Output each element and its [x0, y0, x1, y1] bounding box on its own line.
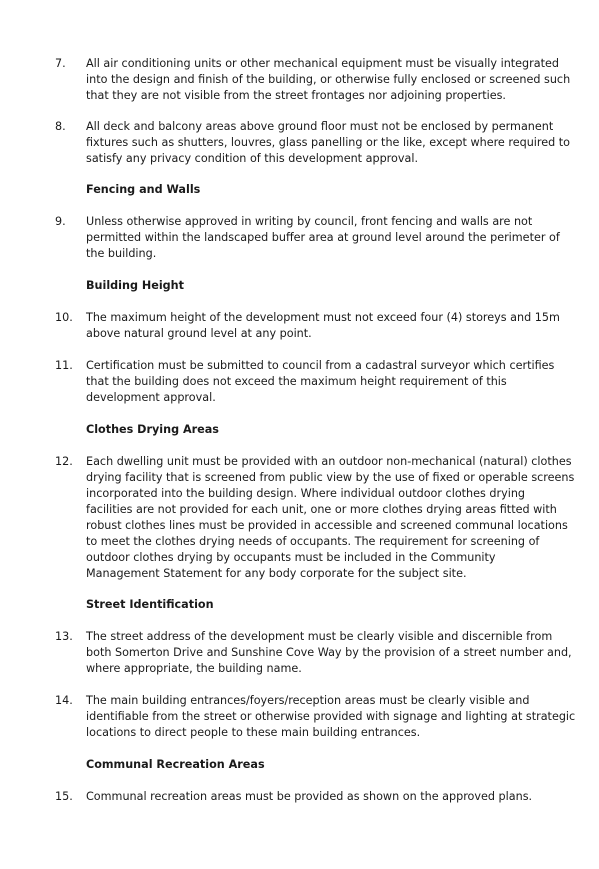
clause-line: drying facility that is screened from public view by the use of fixed or operable screens: [86, 471, 575, 484]
clause-text: [86, 214, 560, 262]
clause-text: [86, 693, 576, 741]
section-heading-fencing: Fencing and Walls: [86, 183, 201, 196]
clause-line: Management Statement for any body corporate for the subject site.: [86, 567, 467, 580]
clause-number: 11.: [55, 359, 73, 372]
clause-text: [86, 454, 575, 582]
clause-line: incorporated into the building design. Where individual outdoor clothes drying: [86, 487, 526, 500]
clause-line: development approval.: [86, 391, 216, 404]
clause-number: 14.: [55, 694, 73, 707]
section-heading-drying: Clothes Drying Areas: [86, 423, 219, 436]
clause-text: [86, 119, 571, 167]
clause-number: 15.: [55, 790, 73, 803]
clause-number: 8.: [55, 120, 66, 133]
clause-line: locations to direct people to these main building entrances.: [86, 726, 421, 739]
clause-line: Each dwelling unit must be provided with an outdoor non-mechanical (natural) clothes: [86, 455, 572, 468]
section-heading-height: Building Height: [86, 279, 184, 292]
section-heading-recreation: Communal Recreation Areas: [86, 758, 265, 771]
clause-line: facilities are not provided for each unit, one or more clothes drying areas fitted with: [86, 503, 557, 516]
clause-line: into the design and finish of the building, or otherwise fully enclosed or screened such: [86, 73, 571, 86]
clause-number: 7.: [55, 57, 66, 70]
clause-line: Certification must be submitted to council from a cadastral surveyor which certifies: [86, 359, 555, 372]
clause-line: fixtures such as shutters, louvres, glass panelling or the like, except where required to: [86, 136, 571, 149]
clause-line: permitted within the landscaped buffer area at ground level around the perimeter of: [86, 231, 560, 244]
clause-line: All deck and balcony areas above ground floor must not be enclosed by permanent: [86, 120, 554, 133]
clause-line: The street address of the development must be clearly visible and discernible from: [86, 630, 553, 643]
clause-number: 9.: [55, 215, 66, 228]
clause-line: the building.: [86, 247, 157, 260]
clause-line: Communal recreation areas must be provided as shown on the approved plans.: [86, 790, 533, 803]
clause-line: outdoor clothes drying by occupants must be included in the Community: [86, 551, 496, 564]
clause-line: The maximum height of the development must not exceed four (4) storeys and 15m: [86, 311, 560, 324]
clause-text: [86, 310, 560, 342]
clause-line: above natural ground level at any point.: [86, 327, 312, 340]
section-heading-street: Street Identification: [86, 598, 214, 611]
clause-number: 10.: [55, 311, 73, 324]
clause-line: where appropriate, the building name.: [86, 662, 302, 675]
clause-line: that they are not visible from the street frontages nor adjoining properties.: [86, 89, 506, 102]
clause-line: satisfy any privacy condition of this development approval.: [86, 152, 419, 165]
clause-line: robust clothes lines must be provided in accessible and screened communal locations: [86, 519, 568, 532]
clause-text: [86, 358, 554, 406]
clause-line: to meet the clothes drying needs of occupants. The requirement for screening of: [86, 535, 540, 548]
clause-text: [86, 629, 572, 677]
clause-line: All air conditioning units or other mechanical equipment must be visually integrated: [86, 57, 559, 70]
clause-line: Unless otherwise approved in writing by council, front fencing and walls are not: [86, 215, 533, 228]
clause-line: that the building does not exceed the maximum height requirement of this: [86, 375, 507, 388]
clause-text: [86, 56, 571, 104]
clause-number: 12.: [55, 455, 73, 468]
clause-line: both Somerton Drive and Sunshine Cove Way by the provision of a street number and,: [86, 646, 572, 659]
clause-line: identifiable from the street or otherwise provided with signage and lighting at strategic: [86, 710, 576, 723]
clause-text: [86, 789, 554, 805]
clause-number: 13.: [55, 630, 73, 643]
clause-line: The main building entrances/foyers/reception areas must be clearly visible and: [86, 694, 530, 707]
